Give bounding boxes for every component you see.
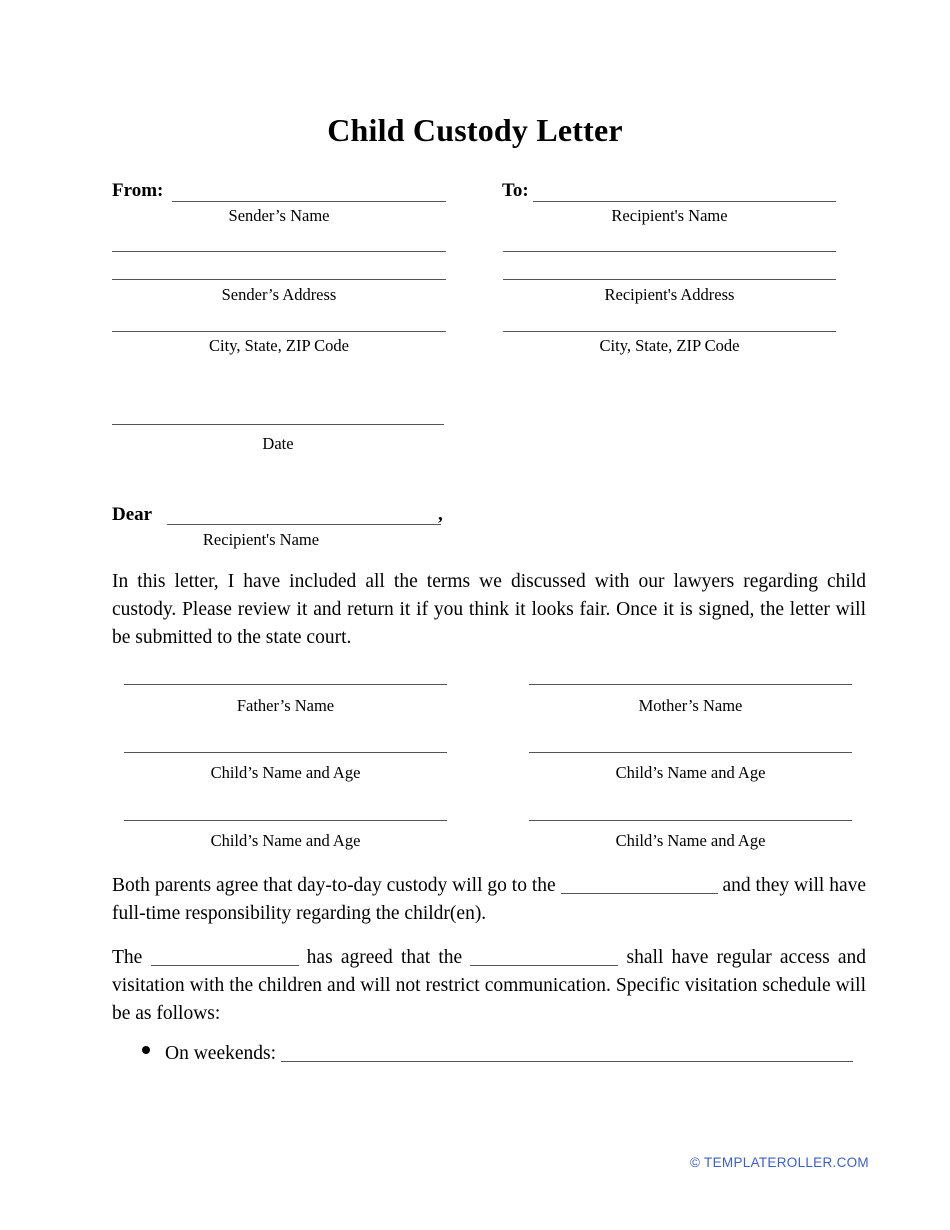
child-name-blank-left-2[interactable]: [124, 820, 447, 821]
visitation-granting-party-blank[interactable]: [151, 965, 299, 966]
child-name-blank-right-2[interactable]: [529, 820, 852, 821]
dear-label: Dear: [112, 504, 153, 525]
salutation-name-caption: Recipient's Name: [202, 530, 320, 549]
sender-address-caption: Sender’s Address: [221, 285, 337, 304]
date-blank[interactable]: [112, 424, 444, 425]
custody-party-blank[interactable]: [561, 893, 718, 894]
sender-address-blank-1[interactable]: [112, 251, 446, 252]
child-name-blank-right-1[interactable]: [529, 752, 852, 753]
father-name-blank[interactable]: [124, 684, 447, 685]
child-name-caption-left-1: Child’s Name and Age: [210, 763, 361, 782]
bullet-icon: [142, 1046, 150, 1054]
sender-address-blank-2[interactable]: [112, 279, 446, 280]
child-name-caption-left-2: Child’s Name and Age: [210, 831, 361, 850]
visitation-text-part-2: has agreed that the: [306, 947, 463, 968]
child-name-caption-right-2: Child’s Name and Age: [615, 831, 766, 850]
sender-name-blank[interactable]: [172, 201, 446, 202]
custody-text-part-1: Both parents agree that day-to-day custody will go to the: [112, 875, 556, 896]
father-name-caption: Father’s Name: [236, 696, 335, 715]
visitation-text-part-3: shall have regular access and visitation with the children and will not restrict communication. Specific visitation schedule will be as follows:: [112, 947, 867, 1024]
salutation-name-blank[interactable]: [167, 524, 441, 525]
list-item: [142, 1042, 866, 1066]
recipient-city-blank[interactable]: [503, 331, 836, 332]
salutation-comma: ,: [438, 504, 443, 525]
sender-city-blank[interactable]: [112, 331, 446, 332]
recipient-name-blank[interactable]: [533, 201, 836, 202]
recipient-name-caption: Recipient's Name: [611, 206, 728, 225]
recipient-address-blank-2[interactable]: [503, 279, 836, 280]
visitation-paragraph: [112, 944, 866, 1028]
child-name-caption-right-1: Child’s Name and Age: [615, 763, 766, 782]
visitation-text-part-1: The: [112, 947, 143, 968]
recipient-address-caption: Recipient's Address: [604, 285, 735, 304]
custody-paragraph: [112, 872, 866, 928]
mother-name-blank[interactable]: [529, 684, 852, 685]
weekends-blank[interactable]: [281, 1061, 853, 1062]
date-caption: Date: [262, 434, 294, 453]
weekends-label: On weekends:: [165, 1043, 277, 1064]
mother-name-caption: Mother’s Name: [638, 696, 743, 715]
from-label: From:: [112, 180, 164, 201]
custody-text-part-2: and they will have full-time responsibility regarding the childr(en).: [112, 875, 867, 924]
recipient-city-caption: City, State, ZIP Code: [599, 336, 740, 355]
sender-city-caption: City, State, ZIP Code: [209, 336, 349, 355]
recipient-address-blank-1[interactable]: [503, 251, 836, 252]
child-name-blank-left-1[interactable]: [124, 752, 447, 753]
sender-name-caption: Sender’s Name: [228, 206, 330, 225]
intro-paragraph: In this letter, I have included all the terms we discussed with our lawyers regarding child custody. Please review it and return it if you think it looks fair. Once it is signed, the letter will be submitted to the state court.: [112, 571, 866, 648]
templateroller-watermark: © TEMPLATEROLLER.COM: [690, 1155, 869, 1170]
visitation-receiving-party-blank[interactable]: [470, 965, 618, 966]
to-label: To:: [502, 180, 529, 201]
page-title: Child Custody Letter: [327, 112, 623, 148]
